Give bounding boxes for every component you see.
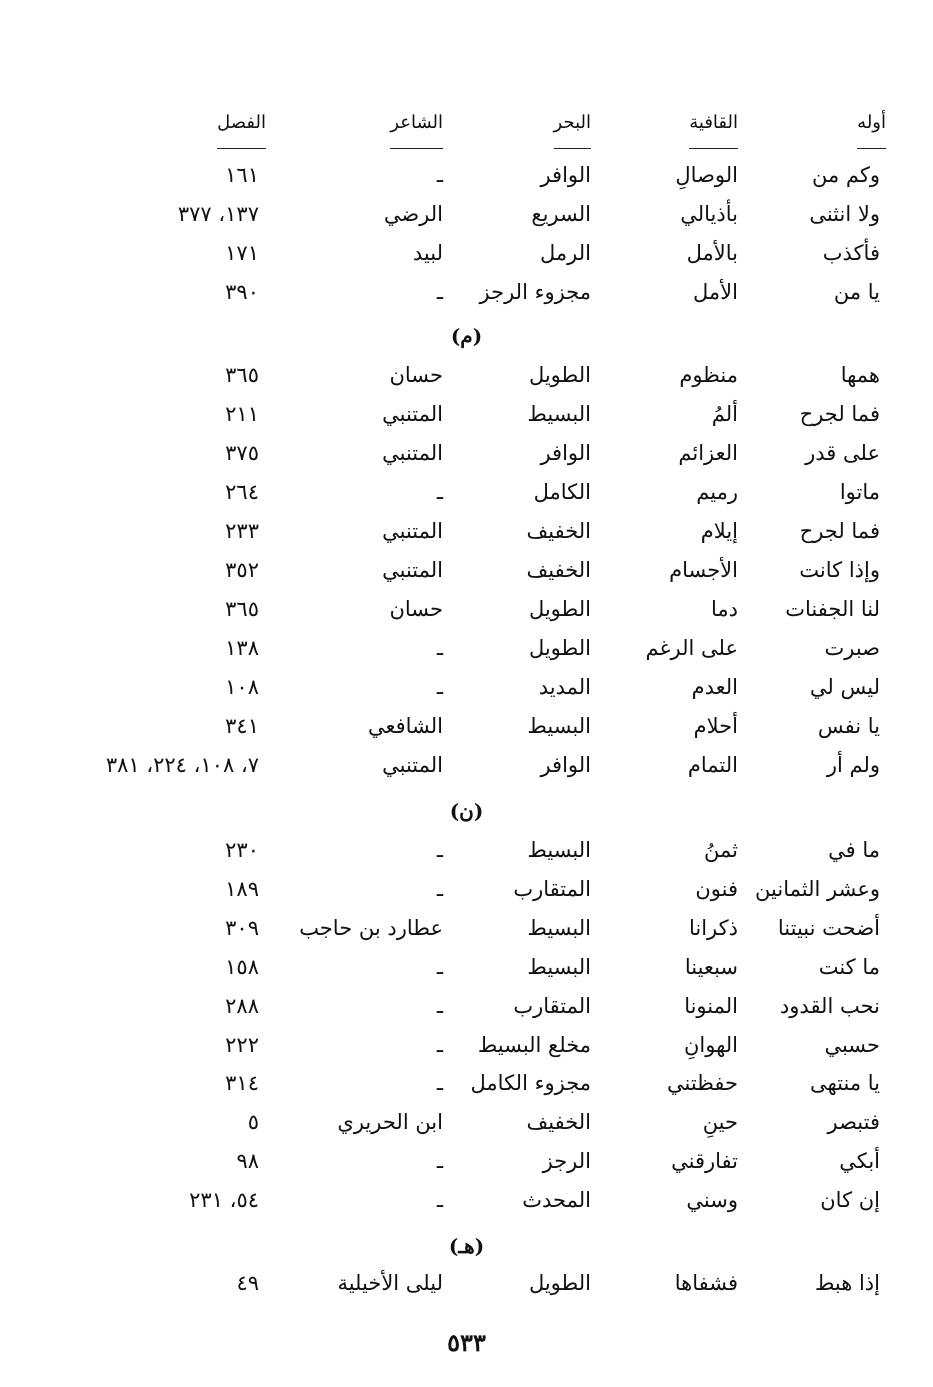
cell-first: إن كان <box>820 1188 880 1212</box>
cell-first: وعشر الثمانين <box>755 877 880 901</box>
cell-rhyme: إيلام <box>700 519 738 543</box>
table-row <box>0 711 933 741</box>
cell-rhyme: على الرغم <box>645 636 738 660</box>
cell-section: ١٠٨ <box>225 675 259 699</box>
cell-rhyme: رميم <box>696 480 738 504</box>
cell-meter: البسيط <box>527 714 591 738</box>
cell-first: لنا الجفنات <box>785 597 880 621</box>
cell-rhyme: الأجسام <box>669 558 738 582</box>
table-row <box>0 516 933 546</box>
cell-poet: ـ <box>436 994 443 1018</box>
cell-meter: الخفيف <box>526 558 591 582</box>
cell-section: ٩٨ <box>236 1149 259 1173</box>
cell-first: فما لجرح <box>799 519 880 543</box>
table-row <box>0 277 933 307</box>
cell-first: حسبي <box>824 1033 880 1057</box>
table-row <box>0 835 933 865</box>
cell-meter: البسيط <box>527 955 591 979</box>
cell-poet: الرضي <box>383 202 443 226</box>
cell-meter: مجزوء الكامل <box>470 1071 591 1095</box>
cell-meter: الطويل <box>528 636 591 660</box>
cell-poet: ـ <box>436 636 443 660</box>
cell-section: ٢٣٣ <box>225 519 259 543</box>
cell-rhyme: بأذيالي <box>680 202 738 226</box>
cell-first: يا من <box>833 280 880 304</box>
cell-first: ولم أر <box>826 753 880 777</box>
cell-meter: المتقارب <box>513 877 591 901</box>
cell-first: وكم من <box>811 163 880 187</box>
table-row <box>0 1107 933 1137</box>
cell-first: ولا انثنى <box>809 202 880 226</box>
table-row <box>0 555 933 585</box>
table-row <box>0 594 933 624</box>
cell-meter: الرمل <box>540 241 591 265</box>
cell-poet: ـ <box>436 163 443 187</box>
cell-rhyme: بالأمل <box>686 241 738 265</box>
cell-meter: الخفيف <box>526 1110 591 1134</box>
cell-first: فتبصر <box>827 1110 880 1134</box>
cell-rhyme: أحلام <box>693 714 738 738</box>
cell-meter: المتقارب <box>513 994 591 1018</box>
cell-rhyme: العزائم <box>678 441 738 465</box>
table-row <box>0 399 933 429</box>
section-heading: (هـ) <box>448 1234 485 1258</box>
cell-poet: المتنبي <box>382 558 443 582</box>
cell-meter: الخفيف <box>526 519 591 543</box>
cell-meter: الطويل <box>528 597 591 621</box>
cell-first: نحب القدود <box>779 994 880 1018</box>
cell-meter: البسيط <box>527 838 591 862</box>
table-row <box>0 360 933 390</box>
table-row <box>0 199 933 229</box>
table-row <box>0 952 933 982</box>
cell-rhyme: المنونا <box>684 994 738 1018</box>
cell-first: همها <box>840 363 880 387</box>
cell-section: ٣٥٢ <box>225 558 259 582</box>
cell-rhyme: العدم <box>691 675 738 699</box>
header-first: أوله <box>857 112 886 139</box>
cell-rhyme: حينِ <box>702 1110 738 1134</box>
cell-meter: الرجز <box>542 1149 591 1173</box>
table-row <box>0 633 933 663</box>
cell-section: ٣٧٥ <box>225 441 259 465</box>
cell-poet: ـ <box>436 280 443 304</box>
cell-poet: ـ <box>436 1071 443 1095</box>
cell-first: يا منتهى <box>809 1071 880 1095</box>
cell-rhyme: تفارقني <box>671 1149 738 1173</box>
cell-poet: ـ <box>436 877 443 901</box>
cell-poet: حسان <box>389 363 443 387</box>
cell-meter: السريع <box>531 202 591 226</box>
section-heading: (ن) <box>449 799 484 823</box>
cell-first: إذا هبط <box>814 1271 880 1295</box>
cell-poet: لبيد <box>412 241 443 265</box>
cell-poet: ـ <box>436 1149 443 1173</box>
cell-poet: المتنبي <box>382 441 443 465</box>
cell-section: ٣٩٠ <box>225 280 259 304</box>
cell-first: فأكذب <box>822 241 880 265</box>
table-row <box>0 477 933 507</box>
cell-first: صبرت <box>824 636 880 660</box>
cell-meter: الطويل <box>528 1271 591 1295</box>
cell-section: ٣٦٥ <box>225 597 259 621</box>
cell-section: ٣٠٩ <box>225 916 259 940</box>
table-row <box>0 750 933 780</box>
cell-poet: ـ <box>436 1033 443 1057</box>
cell-section: ٢٦٤ <box>225 480 259 504</box>
cell-meter: البسيط <box>527 402 591 426</box>
cell-section: ١٦١ <box>225 163 259 187</box>
table-row <box>0 238 933 268</box>
cell-meter: مخلع البسيط <box>477 1033 591 1057</box>
cell-rhyme: ذكرانا <box>688 916 738 940</box>
table-row <box>0 672 933 702</box>
cell-poet: حسان <box>389 597 443 621</box>
cell-section: ٢٨٨ <box>225 994 259 1018</box>
cell-first: فما لجرح <box>799 402 880 426</box>
cell-rhyme: فنون <box>695 877 738 901</box>
cell-poet: ـ <box>436 675 443 699</box>
header-poet: الشاعر <box>390 112 443 139</box>
cell-first: ما كنت <box>818 955 880 979</box>
cell-poet: ـ <box>436 838 443 862</box>
cell-poet: ـ <box>436 955 443 979</box>
cell-meter: البسيط <box>527 916 591 940</box>
cell-rhyme: فشفاها <box>674 1271 738 1295</box>
cell-section: ٢٢٢ <box>225 1033 259 1057</box>
cell-section: ١٣٧، ٣٧٧ <box>177 202 259 226</box>
cell-rhyme: منظوم <box>679 363 738 387</box>
table-row <box>0 438 933 468</box>
cell-section: ٧، ١٠٨، ٢٢٤، ٣٨١ <box>105 753 259 777</box>
table-row <box>0 1146 933 1176</box>
cell-section: ١٥٨ <box>225 955 259 979</box>
cell-poet: ـ <box>436 480 443 504</box>
cell-first: أبكي <box>839 1149 880 1173</box>
header-meter: البحر <box>554 112 591 139</box>
cell-poet: الشافعي <box>367 714 443 738</box>
cell-meter: المحدث <box>522 1188 591 1212</box>
section-heading: (م) <box>450 324 483 348</box>
cell-section: ١٧١ <box>225 241 259 265</box>
cell-poet: عطارد بن حاجب <box>299 916 443 940</box>
cell-poet: ـ <box>436 1188 443 1212</box>
cell-meter: المديد <box>538 675 591 699</box>
cell-first: ماتوا <box>839 480 880 504</box>
cell-rhyme: حفظتني <box>666 1071 738 1095</box>
cell-rhyme: الأمل <box>693 280 738 304</box>
table-row <box>0 1030 933 1060</box>
cell-rhyme: وسني <box>686 1188 738 1212</box>
cell-first: على قدر <box>805 441 880 465</box>
cell-rhyme: الهوانِ <box>683 1033 738 1057</box>
cell-section: ١٨٩ <box>225 877 259 901</box>
cell-meter: الوافر <box>540 163 591 187</box>
cell-section: ٤٩ <box>236 1271 259 1295</box>
cell-section: ٣٤١ <box>225 714 259 738</box>
page-number: ٥٣٣ <box>447 1328 486 1357</box>
cell-poet: المتنبي <box>382 753 443 777</box>
table-row <box>0 874 933 904</box>
cell-first: يا نفس <box>817 714 880 738</box>
header-section: الفصل <box>217 112 266 139</box>
cell-meter: الطويل <box>528 363 591 387</box>
cell-rhyme: ثمنُ <box>704 838 738 862</box>
cell-first: أضحت نبيتنا <box>777 916 880 940</box>
table-row <box>0 160 933 190</box>
cell-poet: المتنبي <box>382 402 443 426</box>
cell-poet: المتنبي <box>382 519 443 543</box>
cell-meter: الكامل <box>533 480 591 504</box>
cell-meter: مجزوء الرجز <box>479 280 591 304</box>
cell-poet: ابن الحريري <box>337 1110 443 1134</box>
cell-rhyme: ألمُ <box>711 402 738 426</box>
cell-section: ١٣٨ <box>225 636 259 660</box>
cell-section: ٢١١ <box>225 402 259 426</box>
cell-meter: الوافر <box>540 753 591 777</box>
cell-section: ٣١٤ <box>225 1071 259 1095</box>
table-row <box>0 1068 933 1098</box>
table-row <box>0 913 933 943</box>
cell-first: ليس لي <box>809 675 880 699</box>
cell-section: ٣٦٥ <box>225 363 259 387</box>
cell-rhyme: سبعينا <box>684 955 738 979</box>
table-row <box>0 1268 933 1298</box>
cell-first: ما في <box>828 838 880 862</box>
cell-rhyme: الوصالِ <box>675 163 738 187</box>
table-row <box>0 991 933 1021</box>
header-rhyme: القافية <box>689 112 738 139</box>
cell-meter: الوافر <box>540 441 591 465</box>
cell-section: ٥ <box>247 1110 259 1134</box>
cell-section: ٢٣٠ <box>225 838 259 862</box>
cell-rhyme: التمام <box>687 753 738 777</box>
cell-first: وإذا كانت <box>799 558 880 582</box>
cell-rhyme: دما <box>711 597 738 621</box>
cell-poet: ليلى الأخيلية <box>337 1271 443 1295</box>
table-row <box>0 1185 933 1215</box>
cell-section: ٥٤، ٢٣١ <box>189 1188 259 1212</box>
